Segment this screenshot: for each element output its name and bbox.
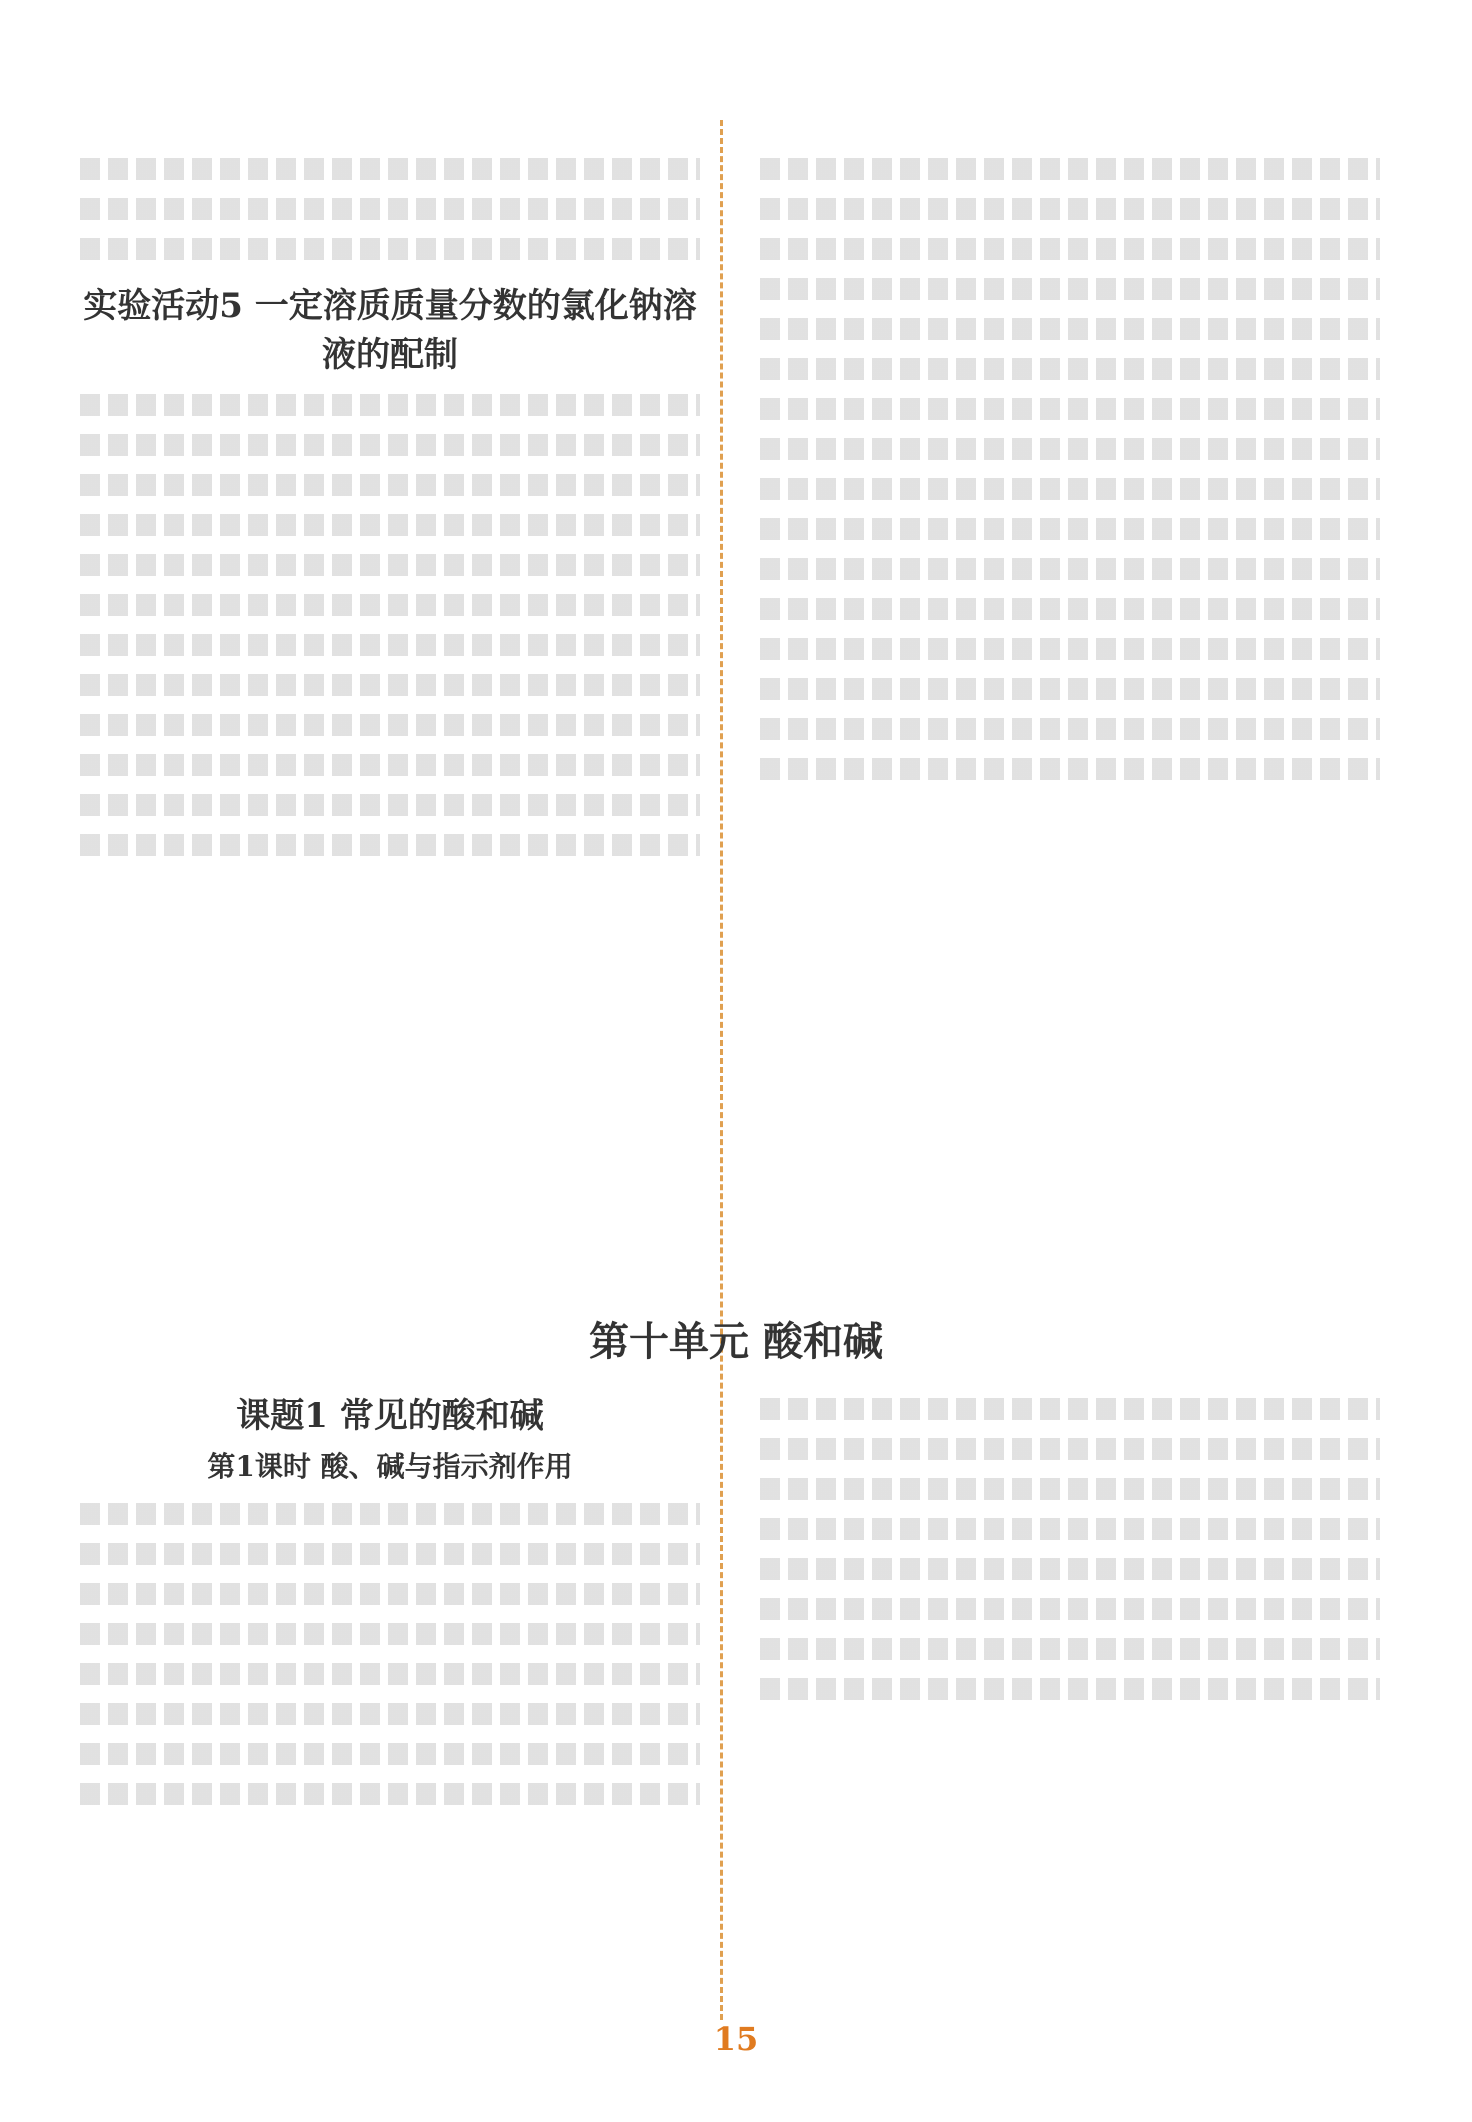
page-number: 15 — [713, 2020, 759, 2058]
section-title-left: 实验活动5 一定溶质质量分数的氯化钠溶液的配制 — [83, 286, 697, 375]
right-column — [760, 140, 1380, 798]
unit-title: 第十单元 酸和碱 — [589, 1318, 883, 1365]
lesson-subtitle: 第1课时 酸、碱与指示剂作用 — [207, 1450, 573, 1483]
right-lower — [760, 1380, 1380, 1718]
left-column — [80, 140, 700, 874]
left-lower — [80, 1380, 700, 1823]
column-divider — [720, 120, 723, 2020]
lesson-title: 课题1 常见的酸和碱 — [236, 1396, 544, 1436]
